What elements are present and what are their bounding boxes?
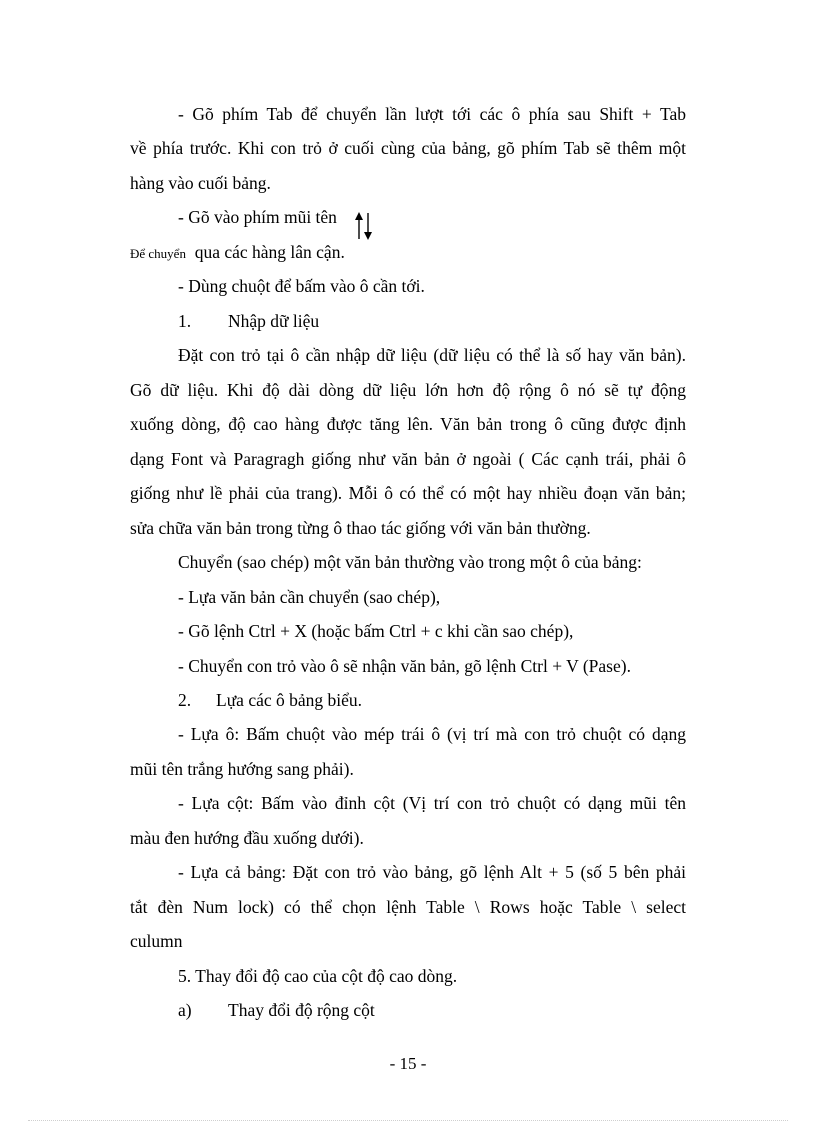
heading-thay-doi-do-rong	[178, 999, 686, 1021]
paragraph-line: tắt đèn Num lock) có thể chọn lệnh Table \ Rows hoặc Table \ select	[130, 897, 686, 917]
paragraph-line: xuống dòng, độ cao hàng được tăng lên. Văn bản trong ô cũng được định	[130, 414, 686, 434]
heading-nhap-du-lieu	[178, 310, 686, 332]
heading-thay-doi-do-cao: 5. Thay đổi độ cao của cột độ cao dòng.	[178, 966, 458, 986]
heading-number: 2.	[178, 690, 192, 710]
up-down-arrows-icon	[353, 211, 375, 241]
paragraph-line: - Chuyển con trỏ vào ô sẽ nhận văn bản, gõ lệnh Ctrl + V (Pase).	[178, 656, 631, 676]
paragraph-line: - Gõ phím Tab để chuyển lần lượt tới các ô phía sau Shift + Tab	[178, 104, 686, 124]
paragraph-line: hàng vào cuối bảng.	[130, 173, 271, 193]
paragraph-line: giống như lề phải của trang). Mỗi ô có thể có một hay nhiều đoạn văn bản;	[130, 483, 686, 503]
paragraph-line: sửa chữa văn bản trong từng ô thao tác giống với văn bản thường.	[130, 518, 591, 538]
paragraph-line: - Lựa ô: Bấm chuột vào mép trái ô (vị trí mà con trỏ chuột có dạng	[178, 724, 686, 744]
paragraph-line	[130, 241, 686, 265]
paragraph-line: - Lựa văn bản cần chuyển (sao chép),	[178, 587, 441, 607]
heading-number: a)	[178, 1000, 192, 1020]
paragraph-line: - Dùng chuột để bấm vào ô cần tới.	[178, 276, 425, 296]
heading-lua-cac-o	[178, 689, 686, 711]
paragraph-line: Chuyển (sao chép) một văn bản thường vào trong một ô của bảng:	[178, 552, 642, 572]
paragraph-line: mũi tên trắng hướng sang phải).	[130, 759, 354, 779]
paragraph-line: - Lựa cả bảng: Đặt con trỏ vào bảng, gõ lệnh Alt + 5 (số 5 bên phải	[178, 862, 686, 882]
heading-text: Thay đổi độ rộng cột	[228, 1000, 375, 1020]
heading-text: Lựa các ô bảng biểu.	[216, 690, 363, 710]
heading-text: Nhập dữ liệu	[228, 311, 320, 331]
heading-number: 1.	[178, 311, 192, 331]
page-number: - 15 -	[389, 1054, 427, 1073]
paragraph-line: về phía trước. Khi con trỏ ở cuối cùng của bảng, gõ phím Tab sẽ thêm một	[130, 138, 686, 158]
paragraph-line: - Lựa cột: Bấm vào đỉnh cột (Vị trí con trỏ chuột có dạng mũi tên	[178, 793, 686, 813]
paragraph-line: Gõ dữ liệu. Khi độ dài dòng dữ liệu lớn hơn độ rộng ô nó sẽ tự động	[130, 380, 686, 400]
paragraph-line: - Gõ lệnh Ctrl + X (hoặc bấm Ctrl + c khi cần sao chép),	[178, 621, 574, 641]
paragraph-line: dạng Font và Paragragh giống như văn bản ở ngoài ( Các cạnh trái, phải ô	[130, 449, 686, 469]
paragraph-line: màu đen hướng đầu xuống dưới).	[130, 828, 364, 848]
page-bottom-divider	[28, 1120, 788, 1121]
paragraph-line: culumn	[130, 931, 183, 951]
small-text: Để chuyển	[130, 246, 186, 261]
paragraph-line: - Gõ vào phím mũi tên	[178, 207, 337, 227]
paragraph-line: Đặt con trỏ tại ô cần nhập dữ liệu (dữ liệu có thể là số hay văn bản).	[178, 345, 686, 365]
text: qua các hàng lân cận.	[194, 242, 345, 262]
